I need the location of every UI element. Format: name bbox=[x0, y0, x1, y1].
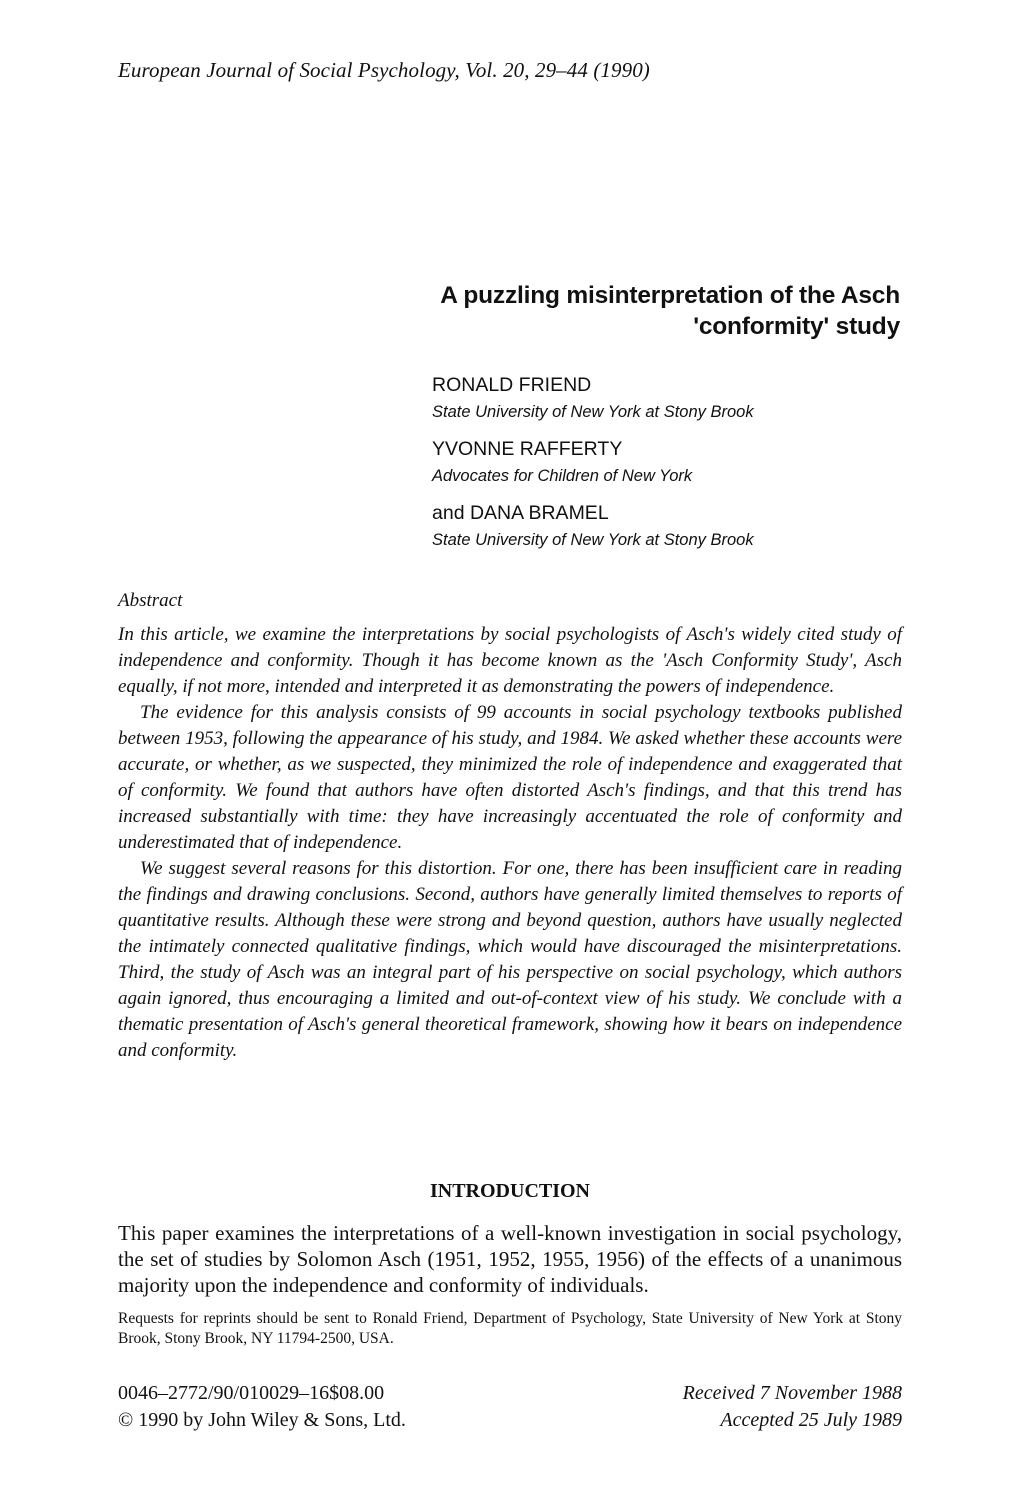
abstract-paragraph: In this article, we examine the interpretations by social psychologists of Asch's widely cited study of independence and conformity. Though it has become known as the 'Asch Conformity Study', Asch equally, if not more, intended and interpreted it as demonstrating the powers of independence. bbox=[118, 624, 902, 697]
intro-paragraph: This paper examines the interpretations of a well-known investigation in social psychology, the set of studies by Solomon Asch (1951, 1952, 1955, 1956) of the effects of a unanimous majority upon the independence and conformity of individuals. bbox=[118, 1221, 902, 1297]
author-name: and DANA BRAMEL bbox=[432, 502, 609, 524]
author-affiliation: State University of New York at Stony Brook bbox=[432, 531, 754, 549]
reprint-footnote: Requests for reprints should be sent to Ronald Friend, Department of Psychology, State University of New York at Stony Brook, Stony Brook, NY 11794-2500, USA. bbox=[118, 1310, 902, 1347]
section-heading: INTRODUCTION bbox=[429, 1180, 591, 1202]
abstract-paragraph: We suggest several reasons for this distortion. For one, there has been insufficient care in reading the findings and drawing conclusions. Second, authors have generally limited themselves to reports of quantitative results. Although these were strong and beyond question, authors have usually neglected the intimately connected qualitative findings, which would have discouraged the misinterpretations. Third, the study of Asch was an integral part of his perspective on social psychology, which authors again ignored, thus encouraging a limited and out-of-context view of his study. We conclude with a thematic presentation of Asch's general theoretical framework, showing how it bears on independence and conformity. bbox=[118, 858, 902, 1061]
author-name: RONALD FRIEND bbox=[432, 374, 592, 396]
abstract-heading: Abstract bbox=[118, 590, 183, 611]
submission-dates bbox=[683, 1380, 902, 1434]
article-title bbox=[300, 280, 900, 342]
article-title-line-2: 'conformity' study bbox=[693, 313, 900, 340]
author-name: YVONNE RAFFERTY bbox=[432, 438, 623, 460]
publication-info bbox=[118, 1380, 406, 1434]
copyright-notice: © 1990 by John Wiley & Sons, Ltd. bbox=[118, 1409, 406, 1431]
article-title-line-1: A puzzling misinterpretation of the Asch bbox=[440, 282, 900, 309]
author-list bbox=[432, 370, 902, 562]
journal-citation: European Journal of Social Psychology, Vol. 20, 29–44 (1990) bbox=[118, 58, 650, 82]
author-affiliation: Advocates for Children of New York bbox=[432, 467, 693, 485]
accepted-date: Accepted 25 July 1989 bbox=[720, 1409, 902, 1431]
abstract-body bbox=[118, 622, 902, 1064]
received-date: Received 7 November 1988 bbox=[682, 1382, 902, 1404]
issn-code: 0046–2772/90/010029–16$08.00 bbox=[118, 1382, 385, 1404]
author-affiliation: State University of New York at Stony Brook bbox=[432, 403, 754, 421]
abstract-paragraph: The evidence for this analysis consists of 99 accounts in social psychology textbooks published between 1953, following the appearance of his study, and 1984. We asked whether these accounts were accurate, or whether, as we suspected, they minimized the role of independence and exaggerated that of conformity. We found that authors have often distorted Asch's findings, and that this trend has increased substantially with time: they have increasingly accentuated the role of conformity and underestimated that of independence. bbox=[118, 702, 902, 853]
